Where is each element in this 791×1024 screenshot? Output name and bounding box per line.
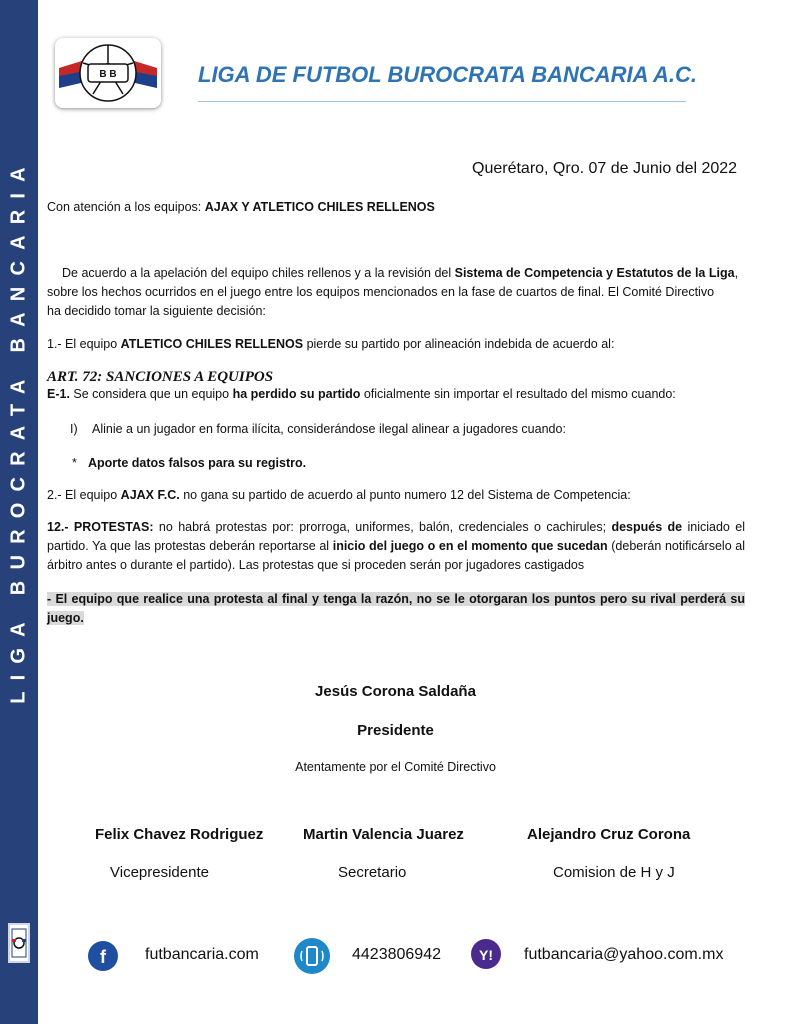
yahoo-icon: [471, 939, 501, 969]
svg-text:Y!: Y!: [479, 947, 493, 963]
highlighted-rule: [47, 590, 745, 628]
article-bold: ha perdido su partido: [232, 387, 361, 401]
article-text-1: Se considera que un equipo: [69, 387, 233, 401]
intro-line-3: ha decidido tomar la siguiente decisión:: [47, 304, 266, 318]
facebook-icon: [88, 941, 118, 971]
attention-prefix: Con atención a los equipos:: [47, 200, 205, 214]
phone-number[interactable]: 4423806942: [352, 946, 441, 963]
sidebar-vertical-text: LIGA BUROCRATA BANCARIA: [7, 156, 30, 704]
article-item-marker: I): [70, 422, 78, 436]
intro-bold: Sistema de Competencia y Estatutos de la Liga: [454, 266, 735, 280]
phone-icon: [294, 938, 330, 974]
email-link[interactable]: futbancaria@yahoo.com.mx: [524, 946, 724, 963]
point-2-prefix: 2.- El equipo: [47, 488, 121, 502]
article-bullet-marker: *: [72, 456, 77, 470]
point-2: [47, 486, 631, 505]
point-1-suffix: pierde su partido por alineación indebida de acuerdo al:: [303, 337, 615, 351]
protests-text-3: (deberán notificárselo al árbitro antes o durante el partido). Las protestas que si proceden serán por jugadores castigados: [47, 539, 746, 572]
sidebar-band: [0, 0, 38, 1024]
official-name-vicepresident: Felix Chavez Rodriguez: [95, 826, 264, 843]
official-role-vicepresident: Vicepresidente: [110, 864, 209, 881]
point-1-team: ATLETICO CHILES RELLENOS: [120, 337, 304, 351]
article-heading: ART. 72: SANCIONES A EQUIPOS: [47, 369, 274, 385]
attention-line: [47, 198, 435, 217]
article-rule: [47, 385, 676, 404]
article-item: [70, 420, 566, 439]
protests-text-2: iniciado el partido. Ya que las protestas deberán reportarse al: [47, 520, 745, 553]
article-item-text: Alinie a un jugador en forma ilícita, considerándose ilegal alinear a jugadores cuando:: [92, 422, 566, 436]
intro-paragraph: [47, 264, 745, 321]
header-divider: [198, 101, 686, 102]
protests-paragraph: [47, 518, 745, 575]
official-role-commission: Comision de H y J: [553, 864, 675, 881]
official-name-commission: Alejandro Cruz Corona: [527, 826, 691, 843]
protests-text-1: no habrá protestas por: prorroga, uniformes, balón, credenciales o cachirules;: [153, 520, 612, 534]
svg-text:B B: B B: [99, 69, 117, 80]
article-bullet-text: Aporte datos falsos para su registro.: [88, 456, 307, 470]
letter-date: Querétaro, Qro. 07 de Junio del 2022: [472, 160, 738, 177]
point-1: [47, 335, 614, 354]
signature-note: Atentamente por el Comité Directivo: [295, 760, 496, 774]
website-link[interactable]: futbancaria.com: [145, 946, 259, 963]
highlighted-rule-text: - El equipo que realice una protesta al final y tenga la razón, no se le otorgaran los puntos pero su rival perderá su juego.: [47, 592, 745, 625]
article-bullet: [72, 454, 306, 473]
intro-text-1: De acuerdo a la apelación del equipo chiles rellenos y a la revisión del: [62, 266, 455, 280]
article-text-2: oficialmente sin importar el resultado del mismo cuando:: [360, 387, 676, 401]
league-logo: [55, 38, 161, 108]
intro-line-1: [47, 264, 745, 283]
official-name-secretary: Martin Valencia Juarez: [303, 826, 464, 843]
intro-text-2: ,: [734, 266, 739, 280]
protests-label: 12.- PROTESTAS:: [47, 520, 154, 534]
sidebar-logo-icon: [8, 923, 30, 963]
article-code: E-1.: [47, 387, 70, 401]
header-title: LIGA DE FUTBOL BUROCRATA BANCARIA A.C.: [198, 62, 698, 87]
point-2-suffix: no gana su partido de acuerdo al punto numero 12 del Sistema de Competencia:: [179, 488, 631, 502]
president-role: Presidente: [357, 722, 434, 739]
intro-line-2: sobre los hechos ocurridos en el juego entre los equipos mencionados en la fase de cuartos de final. El Comité Directivo: [47, 285, 715, 299]
point-1-prefix: 1.- El equipo: [47, 337, 121, 351]
president-name: Jesús Corona Saldaña: [315, 683, 476, 700]
attention-teams: AJAX Y ATLETICO CHILES RELLENOS: [204, 200, 435, 214]
protests-bold-1: después de: [611, 520, 683, 534]
soccer-ball-logo-icon: [55, 38, 161, 108]
official-role-secretary: Secretario: [338, 864, 407, 881]
svg-text:f: f: [100, 947, 106, 967]
protests-bold-2: inicio del juego o en el momento que sucedan: [332, 539, 608, 553]
point-2-team: AJAX F.C.: [120, 488, 180, 502]
